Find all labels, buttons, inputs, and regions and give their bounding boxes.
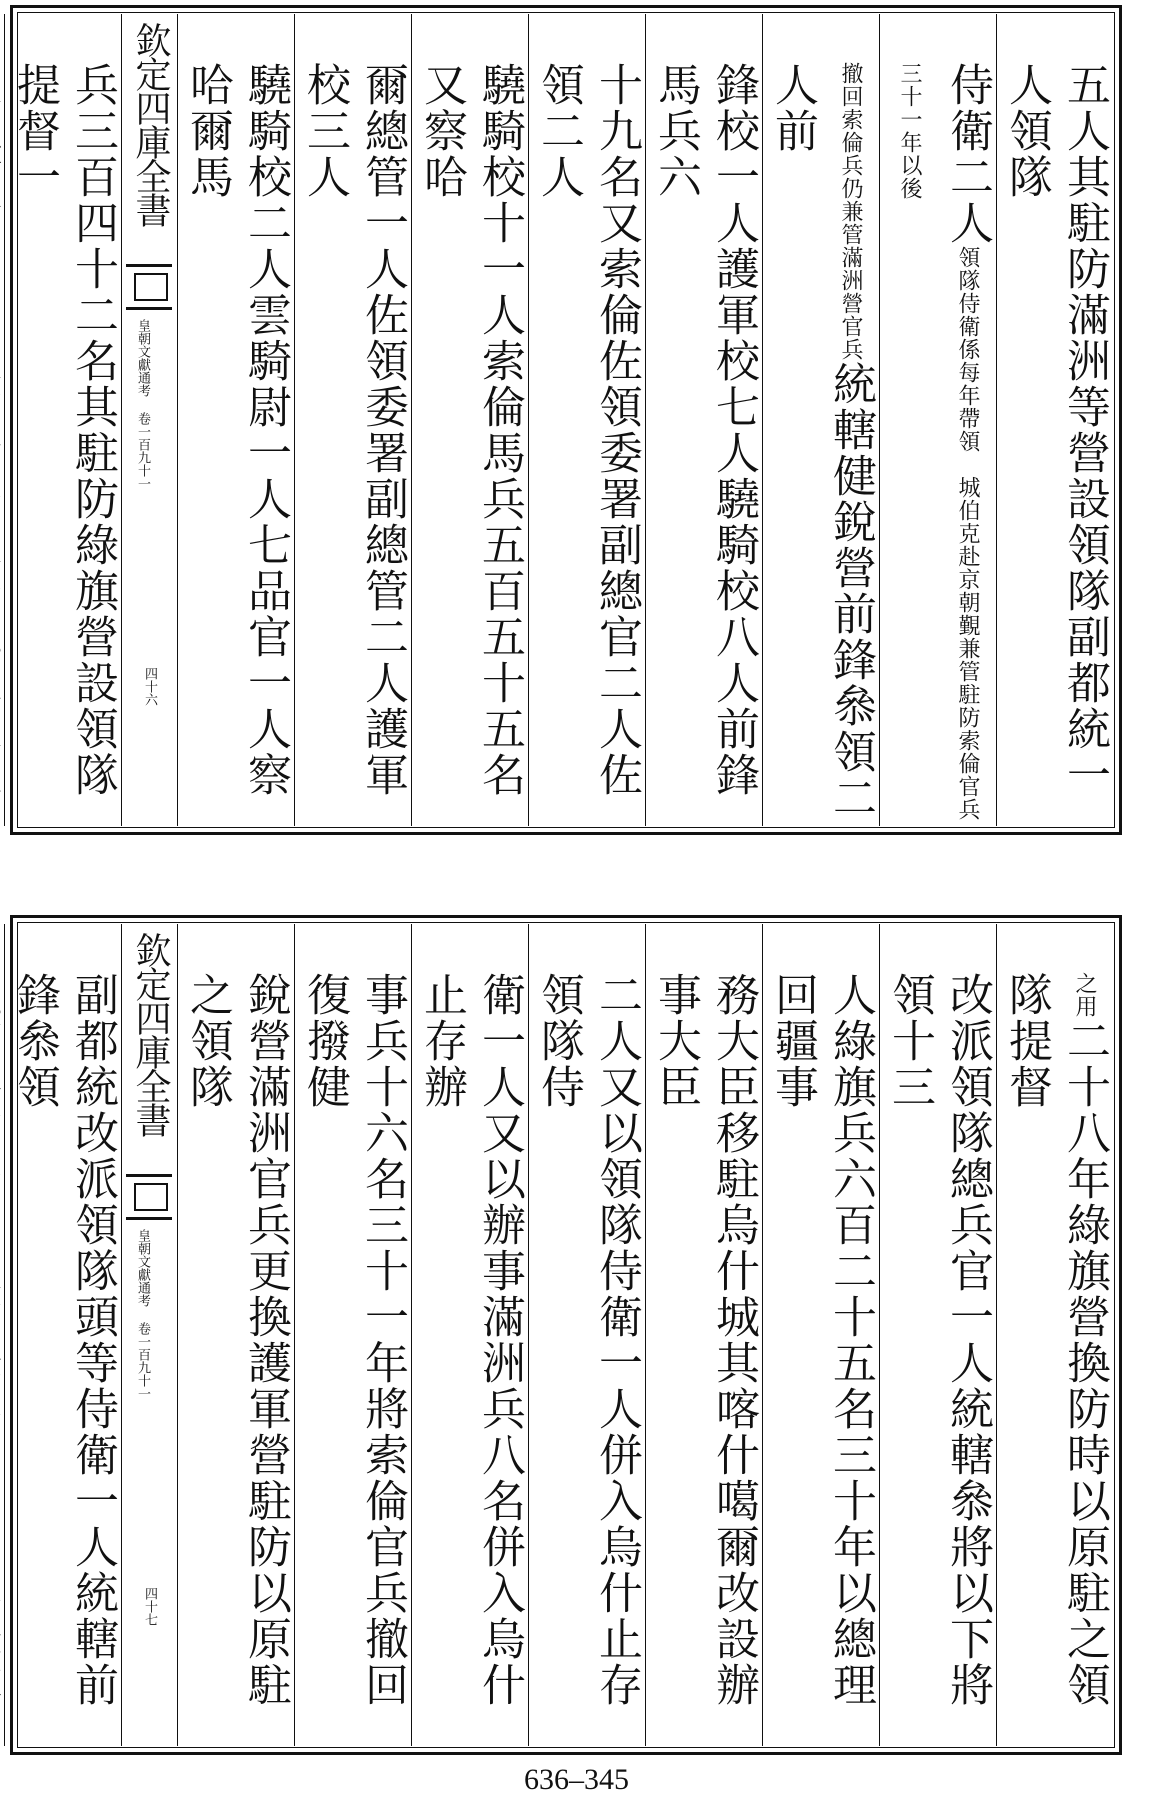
column-text: 二十八年綠旗營換防時以原駐之領隊提督 bbox=[1001, 972, 1110, 1708]
chapter-label: 皇朝文獻通考 卷一百九十一 bbox=[135, 1229, 150, 1400]
column-text: 侍衛二人 bbox=[942, 62, 993, 246]
text-column: 改派領隊總兵官一人統轄叅將以下將領十三 bbox=[879, 924, 996, 1746]
text-column bbox=[996, 924, 1113, 1746]
text-column: 鋒校一人護軍校七人驍騎校八人前鋒馬兵六 bbox=[645, 14, 762, 826]
upper-columns bbox=[9, 14, 1113, 826]
text-column: 十九名又索倫佐領委署副總官二人佐領二人 bbox=[528, 14, 645, 826]
fish-tail-mark bbox=[126, 264, 172, 310]
text-column: 人綠旗兵六百二十五名三十年以總理回疆事 bbox=[762, 924, 879, 1746]
fish-tail-mark bbox=[126, 1174, 172, 1220]
text-column bbox=[0, 14, 4, 826]
book-title: 欽定四庫全書 bbox=[130, 932, 171, 1136]
text-column: 事兵十六名三十一年將索倫官兵撤回復撥健 bbox=[294, 924, 411, 1746]
text-column: 驍騎校十一人索倫馬兵五百五十五名又察哈 bbox=[411, 14, 528, 826]
text-column bbox=[879, 14, 996, 826]
text-column: 副都統改派領隊頭等侍衛一人統轄前鋒叅領 bbox=[4, 924, 121, 1746]
annotation: 撤回索倫兵仍兼管滿洲營官兵 bbox=[838, 62, 863, 361]
annotation: 領隊侍衛係每年帶領 城伯克赴京朝覲兼管駐防索倫官兵三十一年以後 bbox=[897, 62, 980, 821]
text-column: 衛一人又以辦事滿洲兵八名併入烏什止存辦 bbox=[411, 924, 528, 1746]
center-fold bbox=[121, 14, 177, 826]
center-fold bbox=[121, 924, 177, 1746]
text-column bbox=[0, 924, 4, 1746]
chapter-label: 皇朝文獻通考 卷一百九十一 bbox=[135, 319, 150, 490]
text-column: 兵三百四十二名其駐防綠旗營設領隊提督一 bbox=[4, 14, 121, 826]
text-column: 爾總管一人佐領委署副總管二人護軍校三人 bbox=[294, 14, 411, 826]
leaf-number: 四十七 bbox=[142, 1587, 157, 1626]
text-column: 五人其駐防滿洲等營設領隊副都統一人領隊 bbox=[996, 14, 1113, 826]
text-column: 驍騎校二人雲騎尉一人七品官一人察哈爾馬 bbox=[177, 14, 294, 826]
lower-columns bbox=[9, 924, 1113, 1746]
column-text: 統轄健銳營前鋒叅領二人前 bbox=[767, 62, 876, 821]
text-column: 務大臣移駐烏什城其喀什噶爾改設辦事大臣 bbox=[645, 924, 762, 1746]
leaf-number: 四十六 bbox=[142, 667, 157, 706]
book-title: 欽定四庫全書 bbox=[130, 22, 171, 226]
lower-page bbox=[10, 915, 1122, 1755]
page-footer-number: 636–345 bbox=[524, 1763, 629, 1796]
upper-page bbox=[10, 5, 1122, 835]
text-column: 二人又以領隊侍衛一人併入烏什止存領隊侍 bbox=[528, 924, 645, 1746]
annotation: 之用 bbox=[1072, 972, 1097, 1018]
text-column: 銳營滿洲官兵更換護軍營駐防以原駐之領隊 bbox=[177, 924, 294, 1746]
text-column bbox=[762, 14, 879, 826]
